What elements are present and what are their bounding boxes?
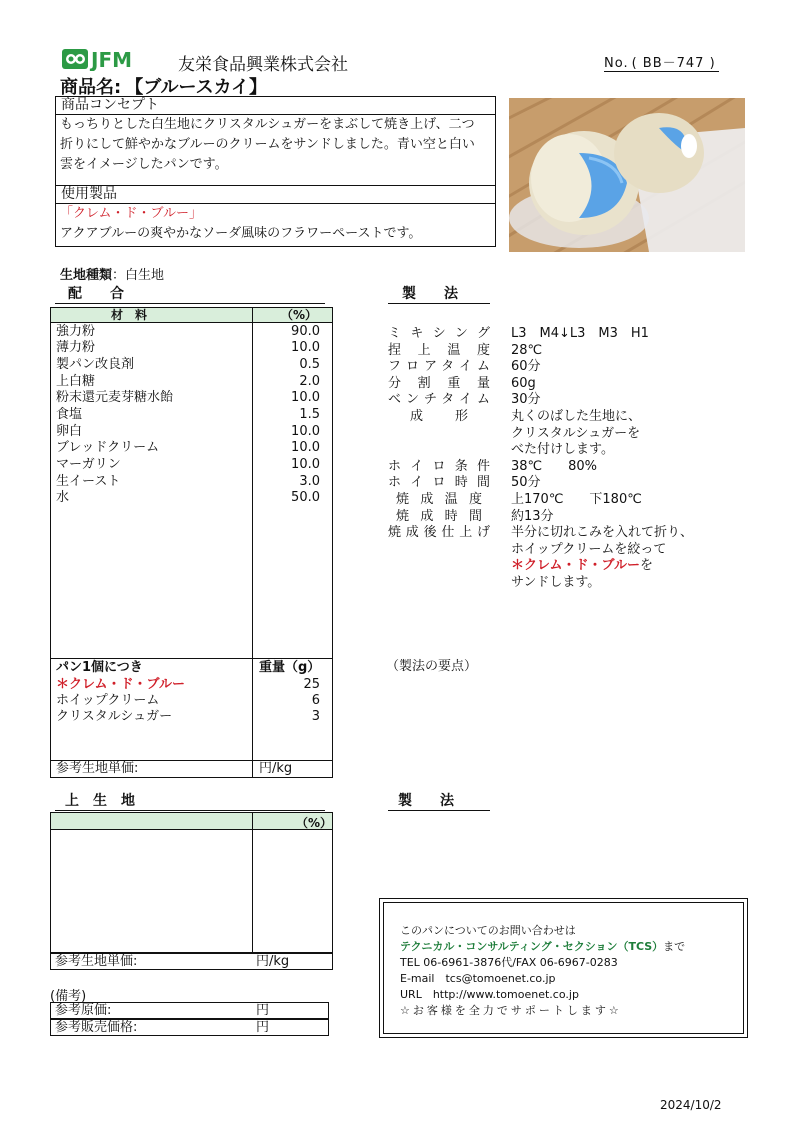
contact-line bbox=[400, 939, 743, 955]
contact-email[interactable]: E-mail tcs@tomoenet.co.jp bbox=[400, 972, 556, 985]
ingredient-amount: 10.0 bbox=[291, 424, 320, 439]
filling-name: ＊クレム・ド・ブルー bbox=[56, 677, 185, 692]
company-logo bbox=[62, 47, 152, 71]
method-value: 50分 bbox=[511, 475, 541, 490]
ingredient-amount: 10.0 bbox=[291, 457, 320, 472]
filling-row bbox=[56, 709, 326, 725]
col-percent: （%） bbox=[281, 308, 318, 322]
method-heading: 製 法 bbox=[388, 283, 490, 304]
ingredient-amount: 10.0 bbox=[291, 390, 320, 405]
method-value: 28℃ bbox=[511, 343, 543, 358]
cost-row bbox=[50, 1002, 329, 1019]
method-value: 30分 bbox=[511, 392, 541, 407]
method-label: 焼成後仕上げ bbox=[388, 525, 490, 540]
ingredient-name: 食塩 bbox=[56, 407, 83, 422]
filling-row bbox=[56, 677, 326, 693]
ingredient-row bbox=[56, 407, 326, 423]
cost-label: 参考原価: bbox=[55, 1003, 112, 1018]
ingredient-name: マーガリン bbox=[56, 457, 121, 472]
ingredient-row bbox=[56, 490, 326, 506]
topping-heading: 上 生 地 bbox=[55, 790, 325, 811]
unit-price-label: 参考生地単価: bbox=[56, 761, 139, 776]
unit-price-row bbox=[56, 761, 326, 777]
used-products-text bbox=[56, 204, 495, 244]
used-products-header: 使用製品 bbox=[56, 186, 495, 204]
method-points-label: （製法の要点） bbox=[386, 659, 478, 674]
product-name-label: 商品名: bbox=[60, 77, 122, 98]
contact-url[interactable]: URL http://www.tomoenet.co.jp bbox=[400, 988, 579, 1001]
ingredient-name: 上白糖 bbox=[56, 374, 96, 389]
used-product-desc: アクアブルーの爽やかなソーダ風味のフラワーペーストです。 bbox=[60, 226, 422, 241]
filling-amount: 3 bbox=[311, 709, 320, 724]
document-number bbox=[604, 52, 719, 72]
method-value: 上170℃ 下180℃ bbox=[511, 492, 642, 507]
filling-highlight: ＊クレム・ド・ブルー bbox=[511, 558, 640, 573]
method-label: 分割重量 bbox=[388, 376, 490, 391]
method-value: 38℃ 80% bbox=[511, 459, 598, 474]
method-value: 60分 bbox=[511, 359, 541, 374]
concept-box bbox=[55, 96, 496, 247]
method-value: サンドします。 bbox=[511, 575, 601, 590]
method-value: L3 M4↓L3 M3 H1 bbox=[511, 326, 649, 341]
ingredient-row bbox=[56, 390, 326, 406]
ingredient-row bbox=[56, 457, 326, 473]
document-date: 2024/10/2 bbox=[660, 1098, 722, 1112]
weight-label: 重量（g） bbox=[259, 660, 321, 675]
product-name-row bbox=[60, 73, 496, 97]
dough-type-value: ：白生地 bbox=[112, 268, 165, 283]
ingredient-row bbox=[56, 340, 326, 356]
method-label: 捏上温度 bbox=[388, 343, 490, 358]
method-label: 焼成時間 bbox=[396, 509, 482, 524]
ingredient-name: 水 bbox=[56, 490, 70, 505]
topping-unit-price-row bbox=[50, 953, 333, 970]
concept-header: 商品コンセプト bbox=[56, 97, 495, 115]
method-label: ベンチタイム bbox=[388, 392, 490, 407]
tcs-name: テクニカル・コンサルティング・セクション（TCS） bbox=[400, 940, 664, 953]
ingredient-name: 製パン改良剤 bbox=[56, 357, 135, 372]
ingredient-amount: 10.0 bbox=[291, 440, 320, 455]
ingredient-name: 粉末還元麦芽糖水飴 bbox=[56, 390, 174, 405]
method-label: 成 形 bbox=[410, 409, 468, 424]
method-value: 丸くのばした生地に、 bbox=[511, 409, 642, 424]
contact-line: このパンについてのお問い合わせは bbox=[400, 924, 576, 937]
filling-row bbox=[56, 693, 326, 709]
method-value: クリスタルシュガーを bbox=[511, 426, 641, 441]
ingredient-amount: 90.0 bbox=[291, 324, 320, 339]
sale-price-label: 参考販売価格: bbox=[55, 1020, 138, 1035]
contact-phone: TEL 06-6961-3876代/FAX 06-6967-0283 bbox=[400, 956, 618, 969]
ingredient-table-header bbox=[51, 308, 332, 323]
sale-price-unit: 円 bbox=[256, 1020, 270, 1035]
formula-heading: 配 合 bbox=[55, 283, 325, 304]
ingredient-name: 強力粉 bbox=[56, 324, 96, 339]
ingredient-amount: 3.0 bbox=[299, 474, 320, 489]
sale-price-row bbox=[50, 1019, 329, 1036]
per-bun-label: パン1個につき bbox=[56, 660, 143, 675]
filling-name: クリスタルシュガー bbox=[56, 709, 173, 724]
topping-unit-price-label: 参考生地単価: bbox=[55, 954, 138, 969]
doc-no-value: ( BB－747 ) bbox=[631, 56, 716, 71]
method-value bbox=[511, 557, 653, 574]
company-name: 友栄食品興業株式会社 bbox=[178, 55, 348, 75]
ingredient-name: 卵白 bbox=[56, 424, 83, 439]
ingredient-amount: 10.0 bbox=[291, 340, 320, 355]
method-value: べた付けします。 bbox=[511, 442, 614, 457]
method-label: 焼成温度 bbox=[396, 492, 482, 507]
ingredient-name: 生イースト bbox=[56, 474, 121, 489]
cost-unit: 円 bbox=[256, 1003, 270, 1018]
filling-name: ホイップクリーム bbox=[56, 693, 160, 708]
ingredient-amount: 50.0 bbox=[291, 490, 320, 505]
col-material: 材 料 bbox=[111, 308, 148, 322]
filling-header-row bbox=[56, 660, 326, 676]
ingredient-name: 薄力粉 bbox=[56, 340, 96, 355]
concept-line: 雲をイメージしたパンです。 bbox=[60, 157, 228, 172]
contact-box bbox=[379, 898, 748, 1038]
filling-amount: 25 bbox=[303, 677, 320, 692]
method-value: 約13分 bbox=[511, 509, 554, 524]
method-value: 60g bbox=[511, 376, 536, 391]
dough-type-label: 生地種類 bbox=[60, 268, 113, 283]
contact-line-end: まで bbox=[663, 940, 686, 953]
concept-line: 折りにして鮮やかなブルーのクリームをサンドしました。青い空と白い bbox=[60, 137, 475, 152]
method-value: ホイップクリームを絞って bbox=[511, 542, 667, 557]
method-label: ホイロ時間 bbox=[388, 475, 490, 490]
ingredient-amount: 0.5 bbox=[299, 357, 320, 372]
ingredient-amount: 1.5 bbox=[299, 407, 320, 422]
filling-amount: 6 bbox=[311, 693, 320, 708]
ingredient-row bbox=[56, 357, 326, 373]
product-name: 【ブルースカイ】 bbox=[125, 77, 268, 98]
notes-label: (備考) bbox=[50, 989, 87, 1004]
topping-method-heading: 製 法 bbox=[388, 790, 490, 811]
concept-line: もっちりとした白生地にクリスタルシュガーをまぶして焼き上げ、二つ bbox=[60, 117, 475, 132]
method-label: ホイロ条件 bbox=[388, 459, 490, 474]
ingredient-row bbox=[56, 424, 326, 440]
used-product-name: 「クレム・ド・ブルー」 bbox=[60, 206, 202, 221]
ingredient-table bbox=[50, 307, 333, 778]
ingredient-row bbox=[56, 374, 326, 390]
concept-text bbox=[56, 115, 495, 186]
topping-table bbox=[50, 812, 333, 953]
ingredient-amount: 2.0 bbox=[299, 374, 320, 389]
doc-no-label: No. bbox=[604, 56, 629, 71]
method-value-tail: を bbox=[639, 558, 653, 573]
ingredient-row bbox=[56, 474, 326, 490]
unit-price-unit: 円/kg bbox=[259, 761, 293, 776]
contact-slogan: ☆お客様を全力でサポートします☆ bbox=[400, 1004, 622, 1017]
topping-col-percent: （%） bbox=[296, 816, 333, 830]
logo-text: JFM bbox=[91, 48, 133, 71]
product-photo bbox=[509, 98, 745, 252]
method-label: ミキシング bbox=[388, 326, 490, 341]
ingredient-row bbox=[56, 440, 326, 456]
topping-table-header bbox=[51, 813, 332, 830]
method-value: 半分に切れこみを入れて折り、 bbox=[511, 525, 694, 540]
ingredient-name: ブレッドクリーム bbox=[56, 440, 160, 455]
ingredient-row bbox=[56, 324, 326, 340]
dough-type bbox=[60, 264, 164, 283]
topping-unit-price-unit: 円/kg bbox=[256, 954, 290, 969]
method-label: フロアタイム bbox=[388, 359, 490, 374]
